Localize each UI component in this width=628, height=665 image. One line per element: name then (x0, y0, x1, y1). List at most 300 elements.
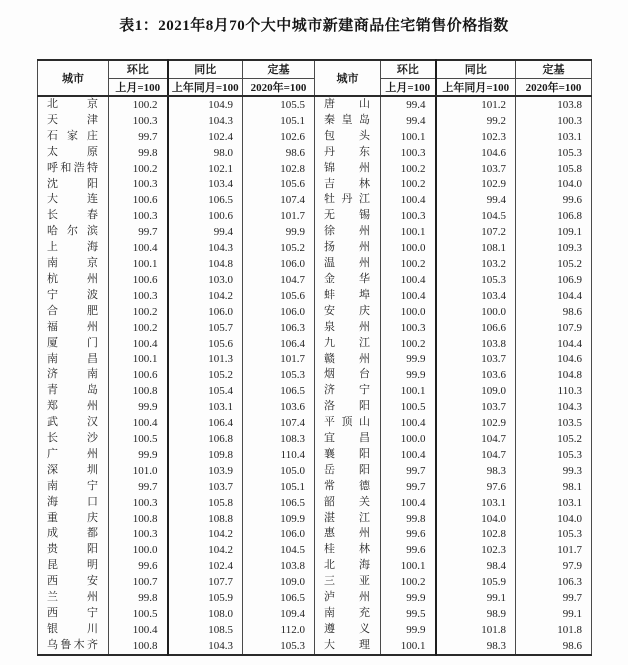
yoy-value: 101.2 (436, 96, 516, 113)
mom-value: 100.5 (381, 399, 436, 415)
mom-value: 100.3 (109, 208, 168, 224)
base-value: 104.8 (516, 367, 592, 383)
yoy-value: 103.9 (168, 463, 243, 479)
city-name-cell (315, 431, 381, 447)
city-name-cell (315, 638, 381, 655)
yoy-value: 109.8 (168, 447, 243, 463)
city-name: 平 顶 山 (324, 416, 370, 429)
yoy-value: 100.6 (168, 208, 243, 224)
mom-value: 100.1 (381, 558, 436, 574)
mom-value: 100.2 (381, 161, 436, 177)
base-value: 106.8 (516, 208, 592, 224)
header-city-right: 城市 (315, 60, 381, 96)
base-value: 98.1 (516, 479, 592, 495)
base-value: 103.6 (243, 399, 315, 415)
header-base-sub-right: 2020年=100 (516, 78, 592, 96)
base-value: 105.0 (243, 463, 315, 479)
base-value: 105.8 (516, 161, 592, 177)
yoy-value: 106.8 (168, 431, 243, 447)
mom-value: 100.3 (109, 288, 168, 304)
city-name-cell (315, 526, 381, 542)
city-name: 洛 阳 (324, 400, 370, 413)
mom-value: 99.4 (381, 113, 436, 129)
base-value: 106.0 (243, 526, 315, 542)
base-value: 106.0 (243, 256, 315, 272)
mom-value: 100.1 (109, 256, 168, 272)
city-name: 哈 尔 滨 (47, 225, 98, 238)
city-name-cell (38, 447, 109, 463)
mom-value: 100.6 (109, 272, 168, 288)
base-value: 106.3 (516, 574, 592, 590)
base-value: 105.3 (243, 638, 315, 655)
city-name-cell (38, 129, 109, 145)
city-name-cell (38, 638, 109, 655)
yoy-value: 104.3 (168, 240, 243, 256)
city-name: 贵 阳 (47, 543, 98, 556)
city-name-cell (315, 336, 381, 352)
mom-value: 100.4 (109, 622, 168, 638)
mom-value: 100.8 (109, 511, 168, 527)
city-name: 广 州 (47, 447, 98, 460)
city-name-cell (38, 590, 109, 606)
city-name: 北 海 (324, 559, 370, 572)
base-value: 101.7 (243, 208, 315, 224)
mom-value: 99.4 (381, 96, 436, 113)
base-value: 99.3 (516, 463, 592, 479)
yoy-value: 99.2 (436, 113, 516, 129)
city-name-cell (38, 272, 109, 288)
yoy-value: 98.4 (436, 558, 516, 574)
table-row (38, 192, 592, 208)
base-value: 109.3 (516, 240, 592, 256)
yoy-value: 102.9 (436, 177, 516, 193)
table-row (38, 495, 592, 511)
city-name: 天 津 (47, 113, 98, 126)
mom-value: 100.2 (109, 304, 168, 320)
base-value: 98.6 (516, 638, 592, 655)
base-value: 106.5 (243, 590, 315, 606)
table-row (38, 177, 592, 193)
city-name: 惠 州 (324, 527, 370, 540)
yoy-value: 103.7 (168, 479, 243, 495)
mom-value: 100.2 (381, 177, 436, 193)
yoy-value: 103.1 (436, 495, 516, 511)
header-yoy-sub-right: 上年同月=100 (436, 78, 516, 96)
mom-value: 99.9 (381, 352, 436, 368)
base-value: 106.9 (516, 272, 592, 288)
mom-value: 100.8 (109, 383, 168, 399)
city-name: 西 宁 (47, 607, 98, 619)
base-value: 102.8 (243, 161, 315, 177)
city-name: 包 头 (324, 129, 370, 142)
mom-value: 100.1 (381, 129, 436, 145)
city-name-cell (315, 399, 381, 415)
yoy-value: 104.0 (436, 511, 516, 527)
city-name-cell (38, 352, 109, 368)
base-value: 107.4 (243, 192, 315, 208)
yoy-value: 103.6 (436, 367, 516, 383)
base-value: 104.0 (516, 177, 592, 193)
table-row (38, 399, 592, 415)
base-value: 105.3 (243, 367, 315, 383)
base-value: 98.6 (243, 145, 315, 161)
city-name: 韶 关 (324, 495, 370, 508)
base-value: 107.4 (243, 415, 315, 431)
mom-value: 100.0 (381, 431, 436, 447)
mom-value: 99.9 (381, 622, 436, 638)
base-value: 106.0 (243, 304, 315, 320)
mom-value: 100.4 (109, 415, 168, 431)
yoy-value: 103.0 (168, 272, 243, 288)
base-value: 98.6 (516, 304, 592, 320)
header-city-left: 城市 (38, 60, 109, 96)
city-name: 大 连 (47, 193, 98, 206)
city-name: 襄 阳 (324, 447, 370, 460)
base-value: 104.4 (516, 336, 592, 352)
mom-value: 100.5 (109, 431, 168, 447)
city-name: 吉 林 (324, 177, 370, 190)
city-name-cell (315, 256, 381, 272)
base-value: 105.2 (516, 431, 592, 447)
mom-value: 99.6 (381, 526, 436, 542)
city-name-cell (315, 558, 381, 574)
base-value: 105.2 (516, 256, 592, 272)
city-name: 宁 波 (47, 288, 98, 301)
city-name: 秦 皇 岛 (324, 113, 370, 126)
yoy-value: 104.3 (168, 638, 243, 655)
table-row (38, 367, 592, 383)
yoy-value: 101.8 (436, 622, 516, 638)
city-name-cell (38, 336, 109, 352)
mom-value: 100.3 (381, 208, 436, 224)
mom-value: 99.7 (381, 463, 436, 479)
city-name-cell (315, 96, 381, 113)
yoy-value: 98.0 (168, 145, 243, 161)
base-value: 104.3 (516, 399, 592, 415)
yoy-value: 98.9 (436, 606, 516, 622)
yoy-value: 99.4 (436, 192, 516, 208)
table-row (38, 288, 592, 304)
city-name: 宜 昌 (324, 432, 370, 445)
base-value: 103.1 (516, 129, 592, 145)
city-name: 岳 阳 (324, 463, 370, 476)
city-name: 泉 州 (324, 320, 370, 333)
yoy-value: 108.0 (168, 606, 243, 622)
table-row (38, 479, 592, 495)
table-row (38, 96, 592, 113)
yoy-value: 103.8 (436, 336, 516, 352)
yoy-value: 104.6 (436, 145, 516, 161)
base-value: 109.4 (243, 606, 315, 622)
base-value: 103.1 (516, 495, 592, 511)
city-name-cell (38, 542, 109, 558)
base-value: 97.9 (516, 558, 592, 574)
mom-value: 100.2 (381, 256, 436, 272)
city-name: 南 充 (324, 607, 370, 619)
base-value: 103.8 (516, 96, 592, 113)
city-name: 湛 江 (324, 511, 370, 524)
header-base-left: 定基 (243, 60, 315, 78)
city-name: 丹 东 (324, 145, 370, 158)
mom-value: 100.3 (381, 145, 436, 161)
yoy-value: 104.9 (168, 96, 243, 113)
city-name-cell (38, 431, 109, 447)
city-name: 上 海 (47, 241, 98, 254)
yoy-value: 104.2 (168, 542, 243, 558)
mom-value: 100.3 (109, 113, 168, 129)
mom-value: 100.2 (109, 320, 168, 336)
yoy-value: 104.3 (168, 113, 243, 129)
city-name-cell (38, 495, 109, 511)
table-row (38, 558, 592, 574)
city-name: 济 宁 (324, 384, 370, 397)
base-value: 103.5 (516, 415, 592, 431)
city-name-cell (38, 622, 109, 638)
city-name-cell (38, 256, 109, 272)
city-name-cell (38, 463, 109, 479)
mom-value: 100.4 (109, 336, 168, 352)
city-name-cell (38, 113, 109, 129)
mom-value: 100.2 (381, 336, 436, 352)
header-base-right: 定基 (516, 60, 592, 78)
city-name: 三 亚 (324, 575, 370, 588)
mom-value: 99.7 (109, 129, 168, 145)
city-name: 济 南 (47, 368, 98, 381)
yoy-value: 102.3 (436, 129, 516, 145)
yoy-value: 108.5 (168, 622, 243, 638)
city-name: 武 汉 (47, 416, 98, 429)
city-name-cell (315, 304, 381, 320)
table-row (38, 638, 592, 655)
mom-value: 100.2 (381, 574, 436, 590)
city-name-cell (315, 367, 381, 383)
yoy-value: 104.2 (168, 526, 243, 542)
city-name: 温 州 (324, 257, 370, 270)
yoy-value: 102.9 (436, 415, 516, 431)
city-name-cell (315, 145, 381, 161)
city-name-cell (38, 240, 109, 256)
mom-value: 100.4 (381, 272, 436, 288)
mom-value: 100.2 (109, 96, 168, 113)
table-row (38, 208, 592, 224)
mom-value: 99.6 (109, 558, 168, 574)
mom-value: 100.5 (109, 606, 168, 622)
base-value: 102.6 (243, 129, 315, 145)
table-row (38, 256, 592, 272)
table-row (38, 240, 592, 256)
city-name-cell (38, 383, 109, 399)
city-name-cell (315, 574, 381, 590)
city-name-cell (315, 161, 381, 177)
yoy-value: 99.1 (436, 590, 516, 606)
city-name: 赣 州 (324, 352, 370, 365)
city-name: 太 原 (47, 145, 98, 158)
city-name: 遵 义 (324, 622, 370, 635)
mom-value: 99.5 (381, 606, 436, 622)
base-value: 106.5 (243, 495, 315, 511)
city-name: 长 春 (47, 209, 98, 222)
mom-value: 100.1 (381, 638, 436, 655)
yoy-value: 109.0 (436, 383, 516, 399)
base-value: 110.3 (516, 383, 592, 399)
mom-value: 99.9 (381, 367, 436, 383)
city-name-cell (315, 415, 381, 431)
city-name-cell (38, 558, 109, 574)
city-name-cell (38, 367, 109, 383)
yoy-value: 100.0 (436, 304, 516, 320)
city-name-cell (315, 622, 381, 638)
yoy-value: 105.2 (168, 367, 243, 383)
mom-value: 100.3 (109, 495, 168, 511)
header-mom-right: 环比 (381, 60, 436, 78)
city-name: 九 江 (324, 336, 370, 349)
table-row (38, 526, 592, 542)
mom-value: 100.1 (109, 352, 168, 368)
city-name-cell (315, 352, 381, 368)
table-row (38, 304, 592, 320)
city-name: 厦 门 (47, 336, 98, 349)
city-name-cell (38, 415, 109, 431)
table-row (38, 224, 592, 240)
city-name: 常 德 (324, 479, 370, 492)
yoy-value: 103.7 (436, 352, 516, 368)
base-value: 105.3 (516, 145, 592, 161)
mom-value: 100.1 (381, 224, 436, 240)
yoy-value: 105.9 (436, 574, 516, 590)
base-value: 99.7 (516, 590, 592, 606)
city-name-cell (38, 224, 109, 240)
city-name-cell (38, 177, 109, 193)
city-name-cell (38, 208, 109, 224)
base-value: 105.3 (516, 447, 592, 463)
yoy-value: 107.2 (436, 224, 516, 240)
base-value: 104.7 (243, 272, 315, 288)
table-row (38, 447, 592, 463)
base-value: 105.5 (243, 96, 315, 113)
city-name-cell (315, 192, 381, 208)
mom-value: 100.3 (109, 526, 168, 542)
city-name-cell (315, 495, 381, 511)
yoy-value: 98.3 (436, 638, 516, 655)
yoy-value: 105.9 (168, 590, 243, 606)
city-name: 唐 山 (324, 98, 370, 110)
city-name-cell (38, 511, 109, 527)
city-name: 桂 林 (324, 543, 370, 556)
city-name-cell (315, 511, 381, 527)
city-name: 蚌 埠 (324, 288, 370, 301)
mom-value: 100.6 (109, 192, 168, 208)
header-base-sub-left: 2020年=100 (243, 78, 315, 96)
city-name: 兰 州 (47, 591, 98, 604)
yoy-value: 104.8 (168, 256, 243, 272)
mom-value: 100.4 (381, 447, 436, 463)
yoy-value: 104.7 (436, 447, 516, 463)
mom-value: 100.4 (381, 288, 436, 304)
yoy-value: 104.2 (168, 288, 243, 304)
table-row (38, 463, 592, 479)
table-row (38, 511, 592, 527)
yoy-value: 103.4 (168, 177, 243, 193)
city-name: 徐 州 (324, 225, 370, 238)
yoy-value: 104.5 (436, 208, 516, 224)
base-value: 104.0 (516, 511, 592, 527)
city-name-cell (38, 288, 109, 304)
city-name-cell (315, 240, 381, 256)
city-name-cell (315, 590, 381, 606)
base-value: 99.1 (516, 606, 592, 622)
yoy-value: 106.6 (436, 320, 516, 336)
header-yoy-left: 同比 (168, 60, 243, 78)
yoy-value: 101.3 (168, 352, 243, 368)
city-name-cell (38, 96, 109, 113)
base-value: 105.1 (243, 113, 315, 129)
yoy-value: 104.7 (436, 431, 516, 447)
city-name: 海 口 (47, 495, 98, 508)
base-value: 109.1 (516, 224, 592, 240)
city-name: 成 都 (47, 527, 98, 540)
yoy-value: 105.8 (168, 495, 243, 511)
table-row (38, 622, 592, 638)
header-mom-sub-right: 上月=100 (381, 78, 436, 96)
mom-value: 100.3 (381, 320, 436, 336)
city-name: 沈 阳 (47, 177, 98, 190)
table-row (38, 161, 592, 177)
city-name-cell (315, 129, 381, 145)
city-name: 烟 台 (324, 368, 370, 381)
yoy-value: 106.5 (168, 192, 243, 208)
table-row (38, 129, 592, 145)
base-value: 109.0 (243, 574, 315, 590)
base-value: 101.8 (516, 622, 592, 638)
base-value: 107.9 (516, 320, 592, 336)
base-value: 112.0 (243, 622, 315, 638)
base-value: 99.6 (516, 192, 592, 208)
yoy-value: 103.1 (168, 399, 243, 415)
city-name: 郑 州 (47, 400, 98, 413)
yoy-value: 105.3 (436, 272, 516, 288)
mom-value: 99.8 (109, 145, 168, 161)
city-name: 乌 鲁 木 齐 (47, 638, 98, 651)
city-name: 昆 明 (47, 559, 98, 572)
base-value: 105.6 (243, 177, 315, 193)
header-mom-left: 环比 (109, 60, 168, 78)
city-name-cell (315, 463, 381, 479)
base-value: 100.3 (516, 113, 592, 129)
city-name-cell (38, 606, 109, 622)
city-name: 深 圳 (47, 463, 98, 476)
table-row (38, 272, 592, 288)
mom-value: 100.4 (381, 495, 436, 511)
city-name-cell (38, 145, 109, 161)
mom-value: 100.2 (109, 161, 168, 177)
city-name-cell (315, 208, 381, 224)
city-name: 南 宁 (47, 479, 98, 492)
mom-value: 99.6 (381, 542, 436, 558)
mom-value: 100.0 (381, 240, 436, 256)
base-value: 105.6 (243, 288, 315, 304)
header-mom-sub-left: 上月=100 (109, 78, 168, 96)
base-value: 101.7 (516, 542, 592, 558)
yoy-value: 102.4 (168, 558, 243, 574)
city-name-cell (315, 606, 381, 622)
yoy-value: 102.3 (436, 542, 516, 558)
yoy-value: 105.6 (168, 336, 243, 352)
table-header (38, 60, 592, 96)
table-row (38, 542, 592, 558)
mom-value: 100.7 (109, 574, 168, 590)
table-row (38, 606, 592, 622)
city-name: 杭 州 (47, 272, 98, 285)
